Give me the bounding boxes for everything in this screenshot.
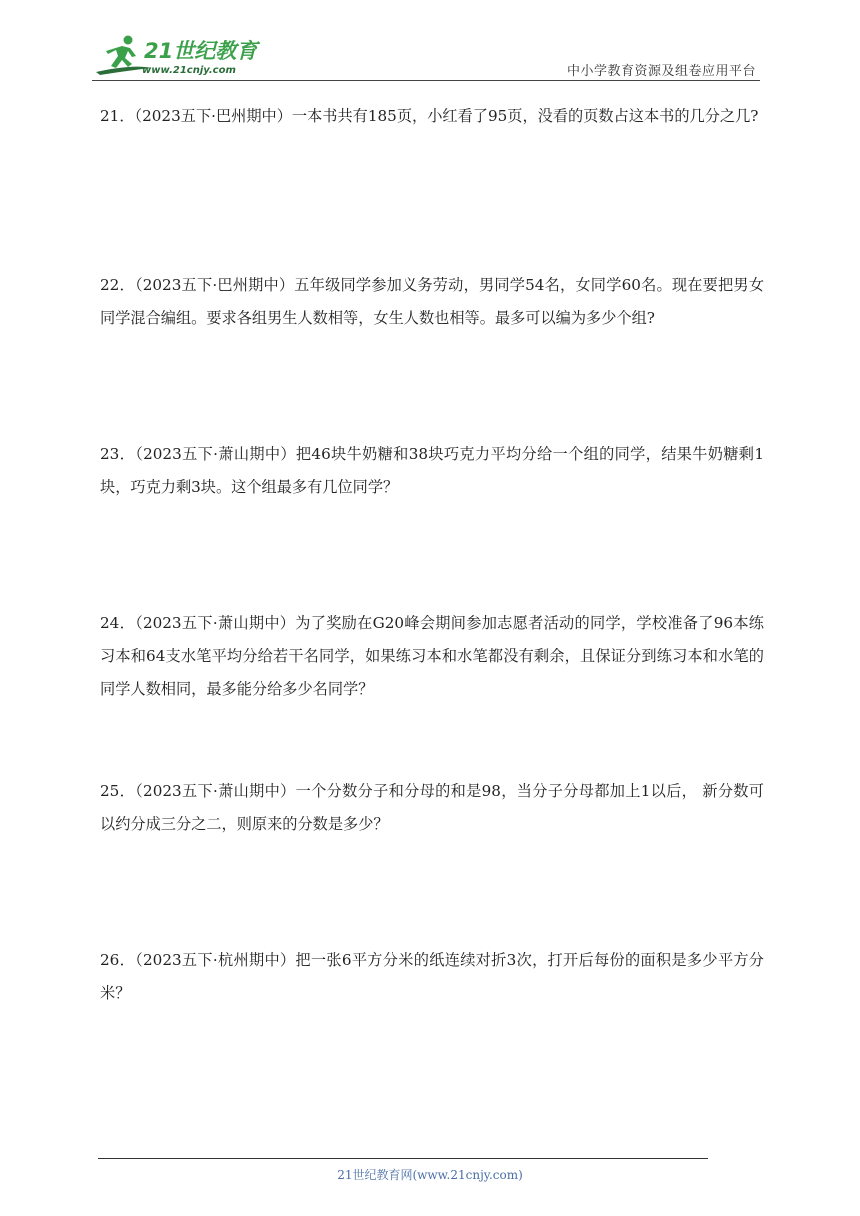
question-number: 26．	[100, 951, 136, 969]
question-number: 23．	[100, 445, 136, 463]
page-header	[0, 0, 860, 82]
question-text: （2023五下·巴州期中）五年级同学参加义务劳动，男同学54名，女同学60名。现在要把男女同学混合编组。要求各组男生人数相等，女生人数也相等。最多可以编为多少个组?	[100, 276, 765, 327]
logo-title: 21世纪教育	[144, 39, 258, 63]
question-number: 25．	[100, 782, 136, 800]
question-text: （2023五下·萧山期中）一个分数分子和分母的和是98，当分子分母都加上1以后， 新分数可以约分成三分之二，则原来的分数是多少？	[100, 782, 764, 833]
question-26	[100, 944, 764, 1010]
question-25	[100, 775, 764, 841]
question-number: 24．	[100, 614, 136, 632]
footer-text: 21世纪教育网(www.21cnjy.com)	[337, 1168, 523, 1182]
question-text: （2023五下·萧山期中）为了奖励在G20峰会期间参加志愿者活动的同学，学校准备了96本练习本和64支水笔平均分给若干名同学，如果练习本和水笔都没有剩余，且保证分到练习本和水笔的同学人数相同，最多能分给多少名同学？	[100, 614, 764, 698]
question-number: 21．	[100, 107, 135, 125]
question-24	[100, 607, 764, 706]
question-text: （2023五下·巴州期中）一本书共有185页，小红看了95页，没看的页数占这本书的几分之几?	[134, 107, 759, 125]
logo	[92, 34, 262, 78]
question-21	[100, 100, 764, 133]
question-23	[100, 438, 764, 504]
question-text: （2023五下·杭州期中）把一张6平方分米的纸连续对折3次，打开后每份的面积是多少平方分米？	[100, 951, 764, 1002]
footer-divider	[98, 1158, 708, 1159]
question-number: 22．	[100, 276, 135, 294]
question-text: （2023五下·萧山期中）把46块牛奶糖和38块巧克力平均分给一个组的同学，结果牛奶糖剩1块，巧克力剩3块。这个组最多有几位同学？	[100, 445, 764, 496]
logo-url: www.21cnjy.com	[142, 65, 236, 76]
header-platform-text: 中小学教育资源及组卷应用平台	[566, 64, 756, 79]
header-divider	[92, 80, 760, 81]
question-22	[100, 269, 764, 335]
